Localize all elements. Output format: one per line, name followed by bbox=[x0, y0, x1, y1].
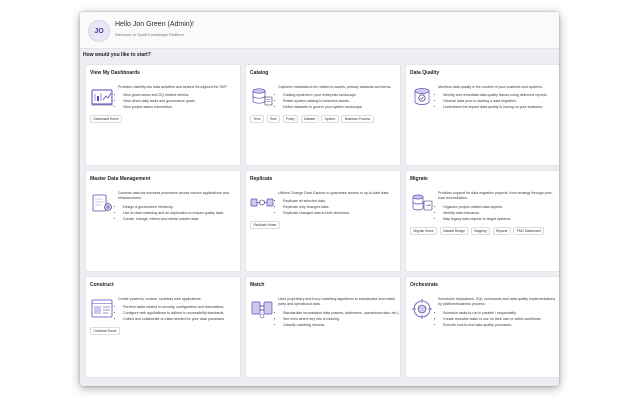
app-window bbox=[80, 12, 559, 386]
card-description: Utilizes Change Data Capture to guarantee access to up-to-date data. bbox=[278, 191, 390, 195]
card-description: Captures metadata to be related to assets, primary datasets and terms. bbox=[278, 85, 392, 89]
card-bullets bbox=[118, 205, 241, 224]
card-bullets bbox=[118, 305, 241, 324]
bullet-item: • Understand the impact data quality is having on your business. bbox=[443, 105, 559, 110]
greeting-text: Hello Jon Green (Admin)! bbox=[115, 21, 194, 28]
card-bullets bbox=[118, 93, 241, 112]
master-data-icon bbox=[90, 191, 114, 215]
card-bullets bbox=[278, 311, 401, 330]
bullet-item: • Identify and remediate data quality issues using delivered reports. bbox=[443, 93, 559, 98]
chip-construct-home[interactable]: Construct Home bbox=[90, 327, 120, 335]
chip-migrate-home[interactable]: Migrate Home bbox=[410, 227, 437, 235]
card-title: Master Data Management bbox=[90, 176, 151, 182]
replicate-icon bbox=[250, 191, 274, 215]
card-catalog[interactable] bbox=[245, 64, 401, 166]
card-title: View My Dashboards bbox=[90, 70, 140, 76]
bullet-item: • View governance and DQ related metrics. bbox=[123, 93, 241, 98]
card-view-my-dashboards[interactable] bbox=[85, 64, 241, 166]
card-chips bbox=[250, 221, 398, 229]
bullet-item: • Organize project-related data objects. bbox=[443, 205, 559, 210]
card-chips bbox=[250, 115, 398, 123]
avatar[interactable]: JO bbox=[88, 20, 110, 42]
card-title: Replicate bbox=[250, 176, 273, 182]
card-bullets bbox=[438, 205, 559, 224]
bullet-item: • Collect and collaborate on data needed for your data processes. bbox=[123, 317, 241, 322]
card-bullets bbox=[438, 93, 559, 112]
bullet-item: • Classify matching records. bbox=[283, 323, 401, 328]
bullet-item: • View direct daily tasks and governance goals. bbox=[123, 99, 241, 104]
chip-dashboard-home[interactable]: Dashboard Home bbox=[90, 115, 122, 123]
bullet-item: • Replicate only changed data. bbox=[283, 205, 401, 210]
bullet-item: • Perform tasks related to security, configuration and translations. bbox=[123, 305, 241, 310]
bullet-item: • Design a governance hierarchy. bbox=[123, 205, 241, 210]
bullet-item: • Define datasets to govern your system landscape. bbox=[283, 105, 401, 110]
card-title: Migrate bbox=[410, 176, 428, 182]
bullet-item: • Replicate changed data in both directions. bbox=[283, 211, 401, 216]
welcome-subtitle: Welcome to Syniti Knowledge Platform bbox=[115, 32, 184, 37]
bullet-item: • Schedule tasks to run in parallel / sequentially. bbox=[443, 311, 559, 316]
orchestrate-icon bbox=[410, 297, 434, 321]
chip-mapping[interactable]: Mapping bbox=[471, 227, 490, 235]
bullet-item: • Standardize inconsistent data (names, addresses, operational data, etc.). bbox=[283, 311, 401, 316]
card-orchestrate[interactable] bbox=[405, 276, 559, 378]
chip-business-process[interactable]: Business Process bbox=[341, 115, 373, 123]
card-title: Orchestrate bbox=[410, 282, 439, 288]
chip-dataset[interactable]: Dataset bbox=[301, 115, 319, 123]
module-grid bbox=[85, 64, 555, 378]
chip-policy[interactable]: Policy bbox=[283, 115, 299, 123]
card-bullets bbox=[278, 93, 401, 112]
card-description: Create powerful, custom, codeless web applications. bbox=[118, 297, 202, 301]
dashboard-icon bbox=[90, 85, 114, 109]
card-data-quality[interactable] bbox=[405, 64, 559, 166]
card-chips bbox=[90, 327, 238, 335]
construct-icon bbox=[90, 297, 114, 321]
chip-system[interactable]: System bbox=[321, 115, 339, 123]
card-title: Catalog bbox=[250, 70, 269, 76]
bullet-item: • Configure web applications to adhere to accessibility standards. bbox=[123, 311, 241, 316]
chip-replicate-home[interactable]: Replicate Home bbox=[250, 221, 280, 229]
bullet-item: • Use AI data matching and de-duplication to ensure quality data. bbox=[123, 211, 241, 216]
card-replicate[interactable] bbox=[245, 170, 401, 272]
bullet-item: • Identify data relevance. bbox=[443, 211, 559, 216]
card-title: Construct bbox=[90, 282, 114, 288]
start-question: How would you like to start? bbox=[83, 52, 151, 58]
bullet-item: • Replicate all selected data. bbox=[283, 199, 401, 204]
card-chips bbox=[90, 115, 238, 123]
bullet-item: • Execute end-to-end data quality processes. bbox=[443, 323, 559, 328]
bullet-item: • Catalog systems in your enterprise landscape. bbox=[283, 93, 401, 98]
card-bullets bbox=[438, 311, 559, 330]
card-bullets bbox=[278, 199, 401, 218]
migrate-icon bbox=[410, 191, 434, 215]
card-description: Provides support for data migration projects, from strategy through post-load reconciliation. bbox=[438, 191, 553, 201]
bullet-item: • Map legacy data objects to target systems. bbox=[443, 217, 559, 222]
card-construct[interactable] bbox=[85, 276, 241, 378]
chip-rule[interactable]: Rule bbox=[267, 115, 281, 123]
card-description: Provides visibility into data activities and actions throughout the SKP. bbox=[118, 85, 228, 89]
chip-term[interactable]: Term bbox=[250, 115, 264, 123]
card-title: Data Quality bbox=[410, 70, 440, 76]
welcome-header bbox=[80, 12, 559, 49]
chip-pmo-dashboard[interactable]: PMO Dashboard bbox=[513, 227, 544, 235]
card-title: Match bbox=[250, 282, 265, 288]
catalog-icon bbox=[250, 85, 274, 109]
card-description: Schedules replications, SQL commands and data quality implementations by platform/business process. bbox=[438, 297, 556, 307]
bullet-item: • View project status information. bbox=[123, 105, 241, 110]
bullet-item: • Relate system catalog to business assets. bbox=[283, 99, 401, 104]
bullet-item: • Create, change, extend and delete master data. bbox=[123, 217, 241, 222]
bullet-item: • Cleanse data prior to starting a data migration. bbox=[443, 99, 559, 104]
card-description: Uses proprietary and fuzzy matching algorithms to standardize and match party and operational data. bbox=[278, 297, 396, 307]
card-master-data-management[interactable] bbox=[85, 170, 241, 272]
match-icon bbox=[250, 297, 274, 321]
card-migrate[interactable] bbox=[405, 170, 559, 272]
data-quality-icon bbox=[410, 85, 434, 109]
card-match[interactable] bbox=[245, 276, 401, 378]
bullet-item: • Create reusable tasks to use on their own or within workflows. bbox=[443, 317, 559, 322]
chip-dataset-design[interactable]: Dataset Design bbox=[440, 227, 469, 235]
card-chips bbox=[410, 227, 558, 235]
card-description: Monitors data quality in the context of your business and systems. bbox=[438, 85, 543, 89]
bullet-item: • See lines where key info is missing. bbox=[283, 317, 401, 322]
card-description: Governs data via business processes across various applications and infrastructures. bbox=[118, 191, 229, 201]
chip-reports[interactable]: Reports bbox=[493, 227, 511, 235]
